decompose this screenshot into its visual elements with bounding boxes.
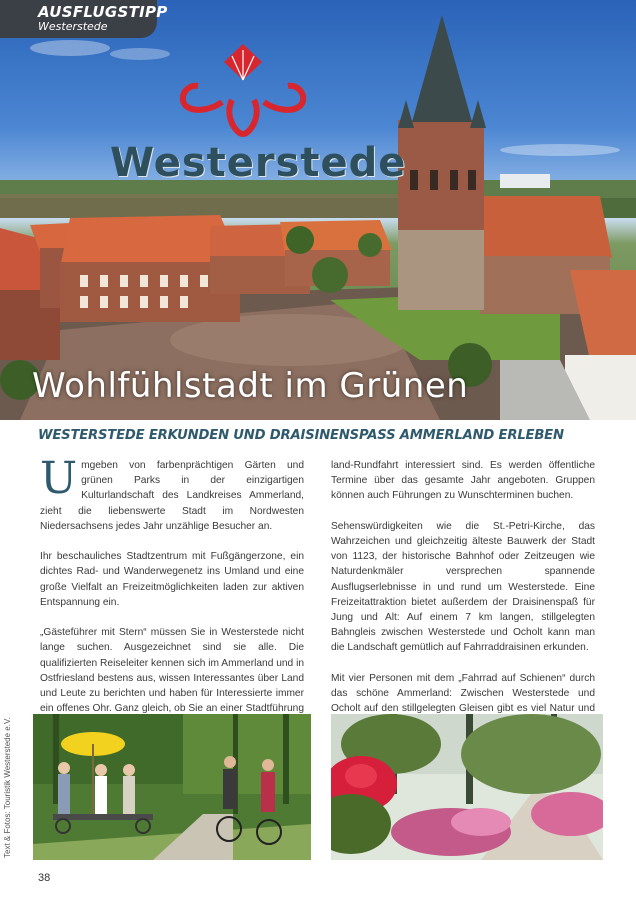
paragraph: land-Rundfahrt interessiert sind. Es werden öffentliche Termine über das gesamte Jahr angeboten. Gruppen können auch Führungen zu Wunschterminen buchen. <box>331 460 595 502</box>
paragraph: Mit vier Personen mit dem „Fahrrad auf Schienen“ durch das schöne Ammerland: Zwischen Westerstede und Ocholt auf den stillgelegten Gleisen gibt es viel Natur und <box>331 672 595 715</box>
flower-logo-icon <box>183 86 303 134</box>
article-headline: WESTERSTEDE ERKUNDEN UND DRAISINENSPASS AMMERLAND ERLEBEN <box>38 428 564 443</box>
paragraph-text: mgeben von farbenprächtigen Gärten und grünen Parks in der einzigartigen Kulturlandschaft des Landkreises Ammerland, zieht die liebenswerte Stadt im Nordwesten Niedersachsens jedes Jahr unzählige Besucher an. <box>40 460 304 532</box>
paragraph: Sehenswürdigkeiten wie die St.-Petri-Kirche, das Wahrzeichen und gleichzeitig älteste Bauwerk der Stadt von 1123, der historische Bahnhof oder Zeitzeugen wie Naturdenkmäler versprechen spannende Ausflugserlebnisse in und rund um Westerstede. Eine Freizeitattraktion bietet außerdem der Draisinenspaß für Jung und Alt: Auf einem 7 km langen, stillgelegten Bahngleis zwischen Westerstede und Ocholt kann man die Landschaft gemütlich auf Fahrraddraisinen erkunden. <box>331 520 595 654</box>
paragraph: Ihr beschauliches Stadtzentrum mit Fußgängerzone, ein dichtes Rad- und Wanderwegenetz ins Umland und eine große Vielfalt an Freizeitmöglichkeiten laden zur aktiven Entspannung ein. <box>40 551 304 608</box>
photo-rhododendron-park <box>331 714 603 860</box>
tag-subtitle: Westerstede <box>38 20 108 33</box>
photo-credit: Text & Fotos: Touristik Westerstede e.V. <box>3 717 12 858</box>
city-name: Westerstede <box>110 140 407 186</box>
slogan: Wohlfühlstadt im Grünen <box>32 366 469 406</box>
drop-cap: U <box>40 453 78 504</box>
town-aerial-illustration <box>0 0 636 420</box>
hero-image <box>0 0 636 420</box>
tag-title: AUSFLUGSTIPP <box>38 3 168 21</box>
paragraph: „Gästeführer mit Stern“ müssen Sie in Westerstede nicht lange suchen. Ausgezeichnet sind sie alle. Die qualifizierten Reiseleiter kennen sich im Ammerland und in Ostfriesland bestens aus, wissen Interessantes über Land und Leute zu berichten und haben für Interessierte immer ein offenes Ohr. Ganz gleich, ob Sie an einer Stadtführung <box>40 627 304 715</box>
tip-tag <box>0 0 168 38</box>
page-number: 38 <box>38 872 51 884</box>
photo-draisine-cyclists <box>33 714 311 860</box>
paragraph <box>40 453 304 534</box>
